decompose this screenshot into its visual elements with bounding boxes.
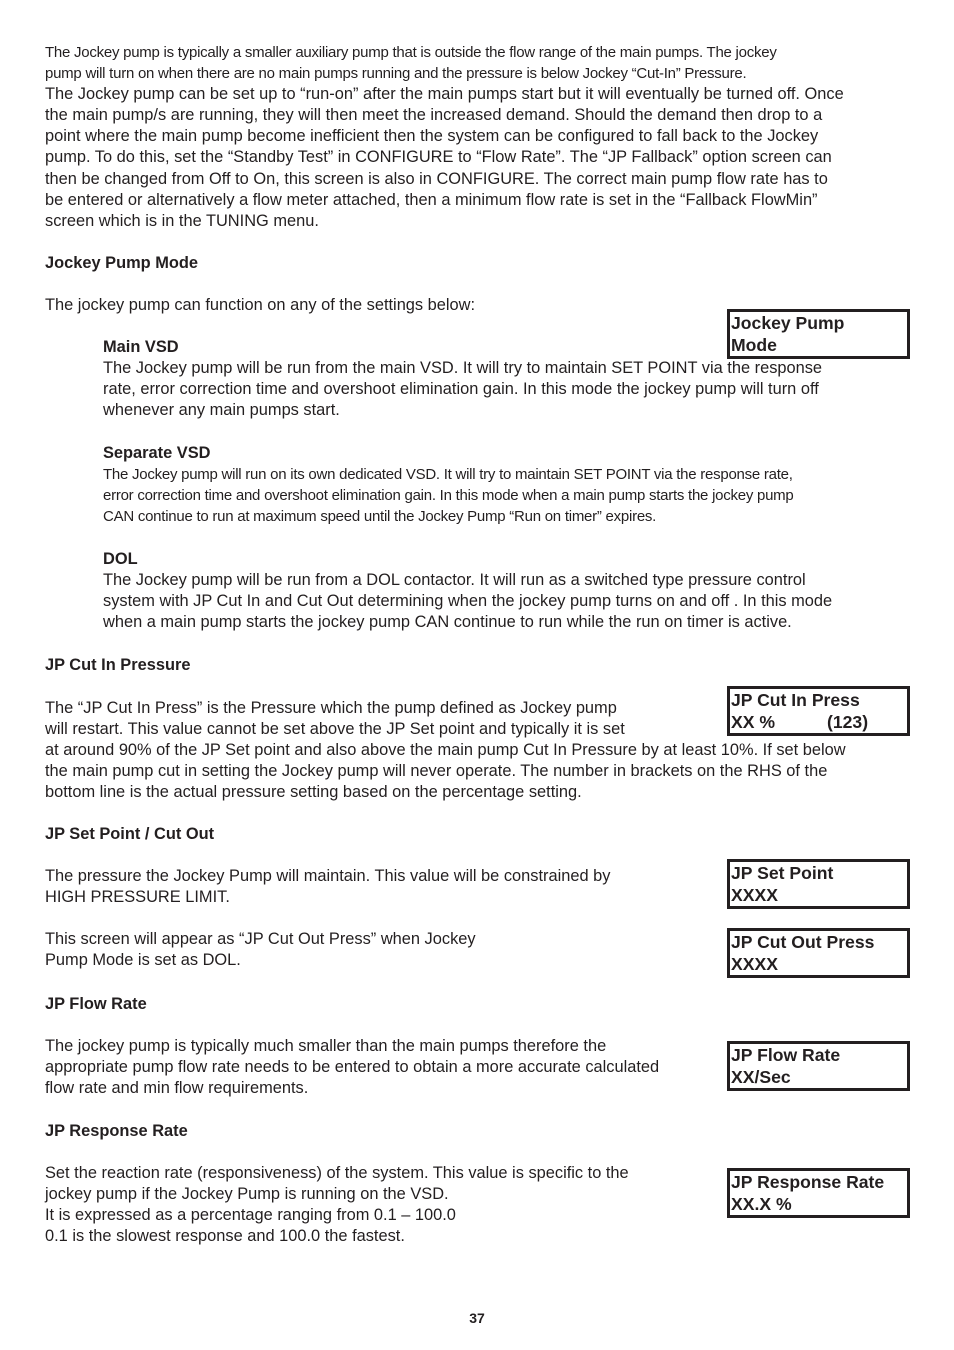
set-point-line: HIGH PRESSURE LIMIT. — [45, 888, 230, 907]
cut-in-line: bottom line is the actual pressure setting based on the percentage setting. — [45, 783, 582, 802]
intro-line: then be changed from Off to On, this screen is also in CONFIGURE. The correct main pump flow rate has to — [45, 169, 828, 188]
set-point-paragraph — [45, 866, 713, 908]
cut-in-line: the main pump cut in setting the Jockey pump will never operate. The number in brackets on the RHS of the — [45, 762, 828, 781]
mode-main-vsd — [103, 337, 903, 421]
flow-rate-line: flow rate and min flow requirements. — [45, 1079, 309, 1098]
lcd-display-jp-cut-in-press — [727, 686, 910, 736]
mode-line: when a main pump starts the jockey pump CAN continue to run while the run on timer is active. — [103, 613, 792, 632]
intro-line: screen which is in the TUNING menu. — [45, 211, 319, 230]
lcd-display-jp-response-rate — [727, 1168, 910, 1218]
lcd-line: JP Cut In Press — [731, 690, 860, 710]
lcd-line: XXXX — [731, 885, 778, 905]
mode-title: Main VSD — [103, 338, 179, 356]
jockey-mode-intro: The jockey pump can function on any of the settings below: — [45, 296, 476, 314]
lcd-line: JP Cut Out Press — [731, 932, 875, 952]
mode-line: whenever any main pumps start. — [103, 401, 340, 420]
mode-line: The Jockey pump will be run from a DOL contactor. It will run as a switched type pressure control — [103, 571, 806, 590]
mode-line: The Jockey pump will be run from the main VSD. It will try to maintain SET POINT via the response — [103, 359, 823, 378]
lcd-line: XX/Sec — [731, 1067, 791, 1087]
response-rate-line: 0.1 is the slowest response and 100.0 the fastest. — [45, 1227, 405, 1246]
lcd-line: JP Response Rate — [731, 1172, 885, 1192]
lcd-line: XXXX — [731, 954, 778, 974]
intro-line: be entered or alternatively a flow meter attached, then a minimum flow rate is set in the “Fallback FlowMin” — [45, 190, 818, 209]
page-number: 37 — [469, 1310, 485, 1326]
section-heading-set-point: JP Set Point / Cut Out — [45, 825, 215, 843]
mode-title: Separate VSD — [103, 444, 211, 462]
cut-out-line: This screen will appear as “JP Cut Out Press” when Jockey — [45, 930, 476, 948]
section-heading-cut-in: JP Cut In Pressure — [45, 656, 191, 674]
lcd-line: Jockey Pump — [731, 313, 845, 333]
set-point-line: The pressure the Jockey Pump will maintain. This value will be constrained by — [45, 867, 611, 885]
response-rate-line: jockey pump if the Jockey Pump is running on the VSD. — [45, 1185, 449, 1204]
cut-out-line: Pump Mode is set as DOL. — [45, 951, 241, 970]
lcd-line: JP Flow Rate — [731, 1045, 841, 1065]
lcd-display-jp-set-point — [727, 859, 910, 909]
section-heading-jockey-mode: Jockey Pump Mode — [45, 254, 199, 272]
lcd-line: XX.X % — [731, 1194, 792, 1214]
cut-in-line: will restart. This value cannot be set above the JP Set point and typically it is set — [45, 720, 625, 739]
mode-line: error correction time and overshoot elimination gain. In this mode when a main pump starts the jockey pump — [103, 487, 794, 505]
cut-out-paragraph — [45, 929, 713, 971]
intro-line: The Jockey pump can be set up to “run-on” after the main pumps start but it will eventually be turned off. Once — [45, 85, 844, 104]
cut-in-line: at around 90% of the JP Set point and also above the main pump Cut In Pressure by at least 10%. If set below — [45, 741, 846, 760]
section-heading-flow-rate: JP Flow Rate — [45, 995, 147, 1013]
flow-rate-line: appropriate pump flow rate needs to be entered to obtain a more accurate calculated — [45, 1058, 660, 1077]
section-heading-response-rate: JP Response Rate — [45, 1122, 188, 1140]
flow-rate-paragraph — [45, 1036, 713, 1099]
mode-separate-vsd — [103, 443, 903, 527]
lcd-line: JP Set Point — [731, 863, 834, 883]
mode-line: rate, error correction time and overshoot elimination gain. In this mode the jockey pump will turn off — [103, 380, 819, 399]
mode-title: DOL — [103, 550, 138, 568]
intro-line: pump will turn on when there are no main pumps running and the pressure is below Jockey “Cut-In” Pressure. — [45, 65, 747, 83]
lcd-display-jp-flow-rate — [727, 1041, 910, 1091]
mode-line: system with JP Cut In and Cut Out determining when the jockey pump turns on and off . In this mode — [103, 592, 833, 611]
response-rate-line: It is expressed as a percentage ranging from 0.1 – 100.0 — [45, 1206, 456, 1225]
response-rate-line: Set the reaction rate (responsiveness) of the system. This value is specific to the — [45, 1164, 629, 1182]
mode-line: The Jockey pump will run on its own dedicated VSD. It will try to maintain SET POINT via the response rate, — [103, 466, 793, 484]
mode-dol — [103, 549, 903, 633]
lcd-actual-pressure: (123) — [827, 712, 869, 732]
intro-line: point where the main pump become inefficient then the system can be configured to fall back to the Jockey — [45, 127, 819, 146]
flow-rate-line: The jockey pump is typically much smaller than the main pumps therefore the — [45, 1037, 607, 1055]
mode-line: CAN continue to run at maximum speed until the Jockey Pump “Run on timer” expires. — [103, 508, 657, 526]
lcd-display-jp-cut-out-press — [727, 928, 910, 978]
cut-in-line: The “JP Cut In Press” is the Pressure which the pump defined as Jockey pump — [45, 699, 617, 717]
intro-line: pump. To do this, set the “Standby Test” in CONFIGURE to “Flow Rate”. The “JP Fallback” option screen can — [45, 148, 832, 167]
lcd-value: XX % — [731, 712, 776, 732]
lcd-line — [731, 711, 907, 733]
response-rate-paragraph — [45, 1163, 713, 1247]
lcd-line: Mode — [731, 335, 777, 355]
intro-line: the main pump/s are running, they will then meet the increased demand. Should the demand then drop to a — [45, 106, 823, 125]
intro-line: The Jockey pump is typically a smaller auxiliary pump that is outside the flow range of the main pumps. The jockey — [45, 44, 777, 61]
intro-paragraph — [45, 42, 907, 232]
